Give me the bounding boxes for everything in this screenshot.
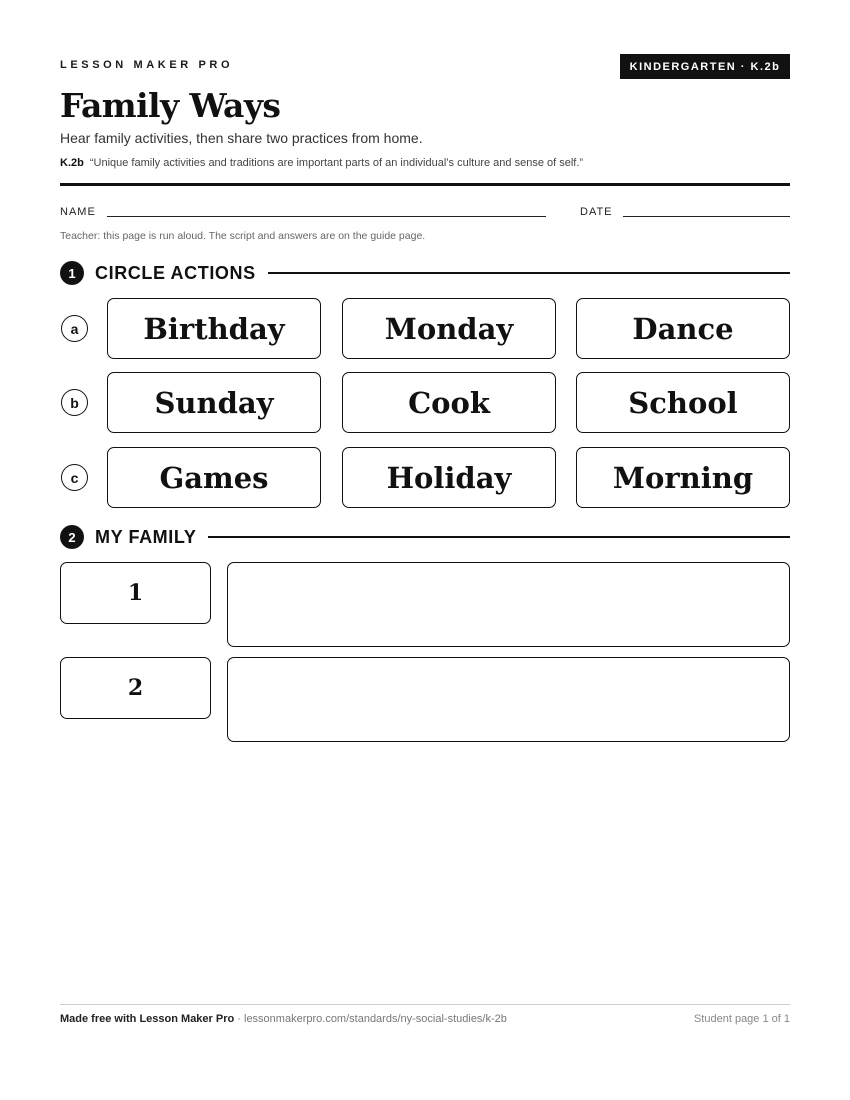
row-letter-b: b (61, 389, 88, 416)
practice-number-2: 2 (60, 657, 211, 719)
footer-divider (60, 1004, 790, 1005)
practice-answer-box-2[interactable] (227, 657, 790, 742)
teacher-note: Teacher: this page is run aloud. The script and answers are on the guide page. (60, 230, 426, 242)
section-1-title: CIRCLE ACTIONS (95, 262, 256, 283)
footer-credit (60, 1013, 507, 1025)
section-2-header (60, 524, 790, 550)
footer-separator: · (234, 1013, 244, 1025)
word-card-birthday[interactable]: Birthday (107, 298, 321, 359)
header-divider (60, 183, 790, 186)
section-1-number: 1 (60, 261, 84, 285)
page-title: Family Ways (60, 86, 281, 125)
row-letter-c: c (61, 464, 88, 491)
practice-answer-box-1[interactable] (227, 562, 790, 647)
word-card-cook[interactable]: Cook (342, 372, 556, 433)
standard-statement (60, 157, 583, 169)
section-1-rule (268, 272, 790, 274)
section-2-title: MY FAMILY (95, 526, 197, 547)
standard-code: K.2b (60, 157, 84, 169)
standard-text: “Unique family activities and traditions are important parts of an individual’s culture and sense of self.” (89, 157, 584, 169)
name-label: NAME (60, 206, 96, 218)
word-card-dance[interactable]: Dance (576, 298, 790, 359)
date-field[interactable] (623, 216, 790, 217)
word-card-holiday[interactable]: Holiday (342, 447, 556, 508)
word-card-morning[interactable]: Morning (576, 447, 790, 508)
word-card-monday[interactable]: Monday (342, 298, 556, 359)
practice-number-1: 1 (60, 562, 211, 624)
section-1-header (60, 260, 790, 286)
footer-url[interactable]: lessonmakerpro.com/standards/ny-social-studies/k-2b (244, 1013, 507, 1025)
footer-made-with: Made free with Lesson Maker Pro (60, 1013, 235, 1025)
section-2-rule (208, 536, 790, 538)
section-2-number: 2 (60, 525, 84, 549)
word-card-school[interactable]: School (576, 372, 790, 433)
row-letter-a: a (61, 315, 88, 342)
word-card-games[interactable]: Games (107, 447, 321, 508)
name-field[interactable] (107, 216, 546, 217)
word-card-sunday[interactable]: Sunday (107, 372, 321, 433)
page-subtitle: Hear family activities, then share two practices from home. (60, 130, 423, 146)
footer-page-number: Student page 1 of 1 (693, 1013, 790, 1025)
grade-badge: KINDERGARTEN · K.2b (620, 54, 790, 79)
brand-name: LESSON MAKER PRO (60, 59, 234, 71)
date-label: DATE (580, 206, 613, 218)
